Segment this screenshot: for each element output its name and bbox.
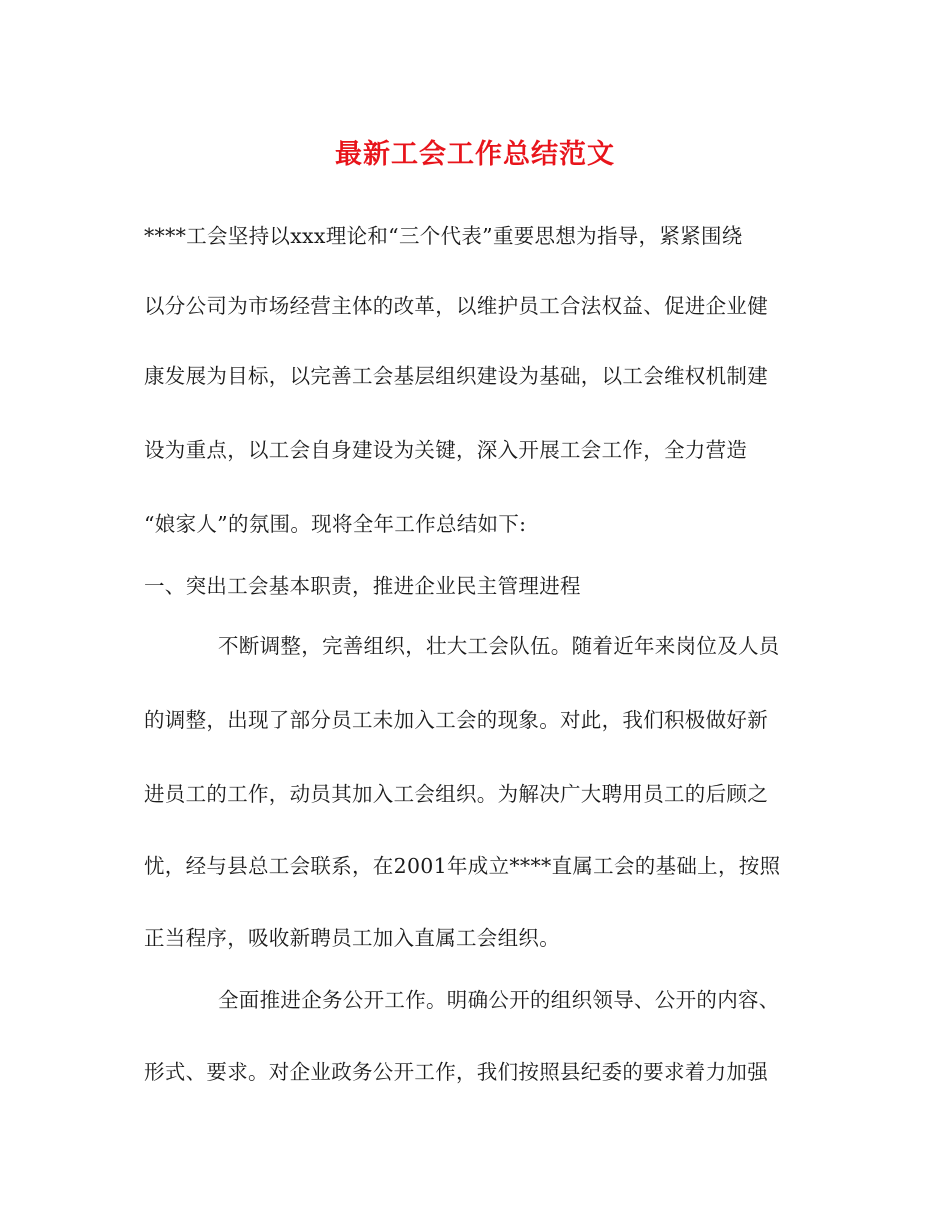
paragraph-2-line-2: 形式、要求。对企业政务公开工作，我们按照县纪委的要求着力加强	[144, 1060, 768, 1084]
body-line-5: “娘家人”的氛围。现将全年工作总结如下:	[144, 512, 527, 536]
body-line-1: ****工会坚持以xxx理论和“三个代表”重要思想为指导，紧紧围绕	[144, 224, 743, 248]
document-title: 最新工会工作总结范文	[335, 139, 615, 170]
paragraph-1-line-3: 进员工的工作，动员其加入工会组织。为解决广大聘用员工的后顾之	[144, 782, 768, 806]
body-line-4: 设为重点，以工会自身建设为关键，深入开展工会工作，全力营造	[144, 438, 748, 462]
body-line-3: 康发展为目标，以完善工会基层组织建设为基础，以工会维权机制建	[144, 364, 768, 388]
paragraph-1-line-1: 不断调整，完善组织，壮大工会队伍。随着近年来岗位及人员	[218, 634, 780, 658]
paragraph-1-line-2: 的调整，出现了部分员工未加入工会的现象。对此，我们积极做好新	[144, 708, 768, 732]
body-line-2: 以分公司为市场经营主体的改革，以维护员工合法权益、促进企业健	[144, 294, 768, 318]
paragraph-2-line-1: 全面推进企务公开工作。明确公开的组织领导、公开的内容、	[218, 988, 780, 1012]
paragraph-1-line-5: 正当程序，吸收新聘员工加入直属工会组织。	[144, 926, 560, 950]
paragraph-1-line-4: 忧，经与县总工会联系，在2001年成立****直属工会的基础上，按照	[144, 854, 781, 878]
section-heading-1: 一、突出工会基本职责，推进企业民主管理进程	[144, 574, 581, 598]
